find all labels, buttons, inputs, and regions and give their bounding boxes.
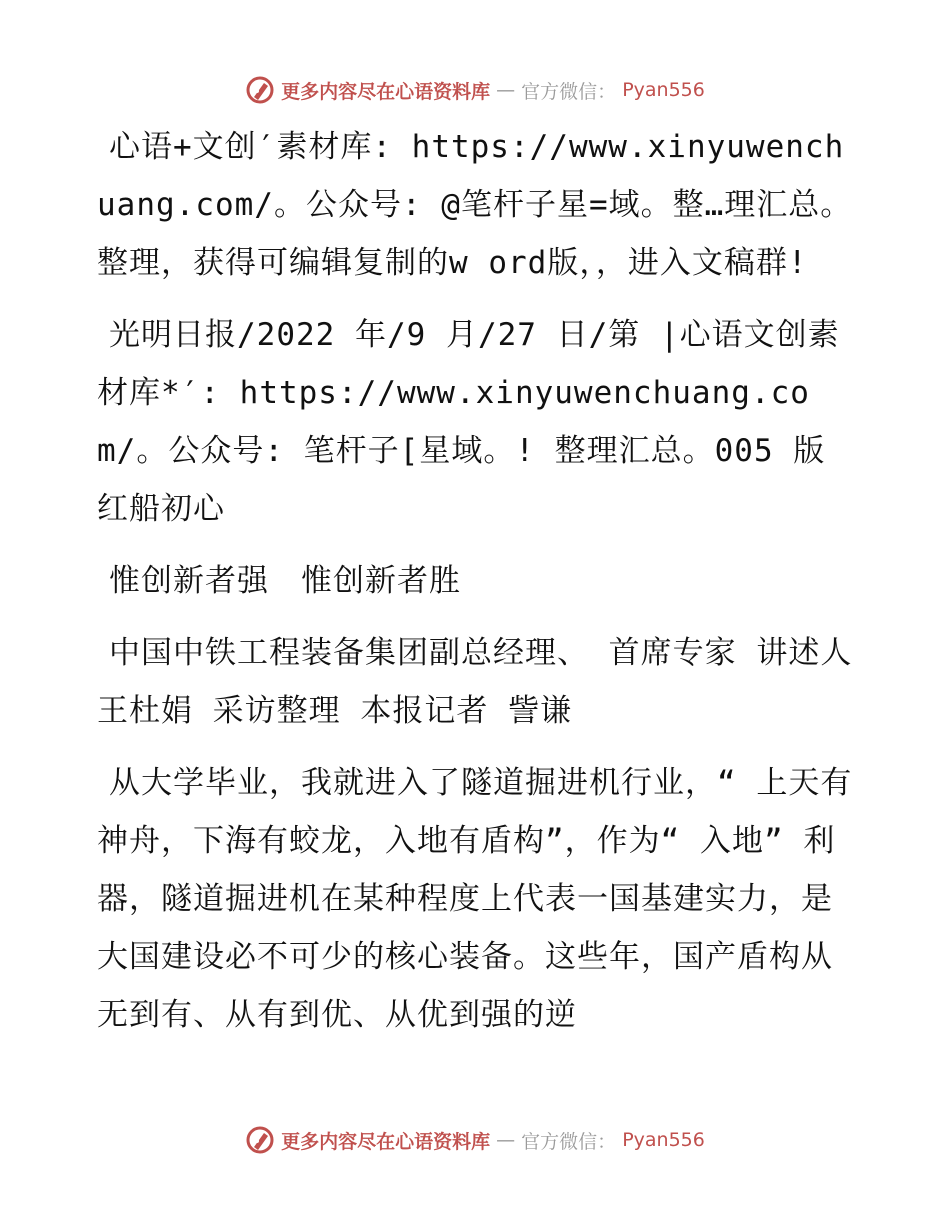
- watermark-separator: —: [496, 79, 516, 101]
- paragraph-source-notice: 心语+文创′素材库: https://www.xinyuwenchuang.com/。公众号: @笔杆子星=域。整…理汇总。整理，获得可编辑复制的w ord版，，进入文稿群!: [97, 129, 853, 281]
- watermark-main-text: 更多内容尽在心语资料库: [281, 80, 491, 103]
- watermark-official-label: 官方微信：: [521, 80, 617, 103]
- watermark-main-text: 更多内容尽在心语资料库: [281, 1130, 491, 1153]
- document-body: [97, 118, 853, 1058]
- paragraph-publication-info: 光明日报/2022 年/9 月/27 日/第 |心语文创素材库*′: https://www.xinyuwenchuang.com/。公众号: 笔杆子[星域。! 整理汇总。005 版红船初心: [97, 317, 840, 527]
- watermark-official-label: 官方微信：: [521, 1130, 617, 1153]
- paragraph-body-1: 从大学毕业，我就进入了隧道掘进机行业，“ 上天有神舟，下海有蛟龙，入地有盾构”，作为“ 入地” 利器，隧道掘进机在某种程度上代表一国基建实力，是大国建设必不可少的核心装备。这些年，国产盾构从无到有、从有到优、从优到强的逆: [97, 765, 853, 1033]
- article-title: 惟创新者强 惟创新者胜: [109, 563, 461, 599]
- footer-watermark: [0, 1122, 950, 1158]
- watermark-wechat-id: Pyan556: [622, 1129, 705, 1151]
- pen-logo-icon: [245, 1125, 275, 1155]
- watermark-wechat-id: Pyan556: [622, 79, 705, 101]
- paragraph-byline: 中国中铁工程装备集团副总经理、 首席专家 讲述人 王杜娟 采访整理 本报记者 訾谦: [97, 635, 853, 729]
- watermark-separator: —: [496, 1129, 516, 1151]
- header-watermark: [0, 72, 950, 108]
- pen-logo-icon: [245, 75, 275, 105]
